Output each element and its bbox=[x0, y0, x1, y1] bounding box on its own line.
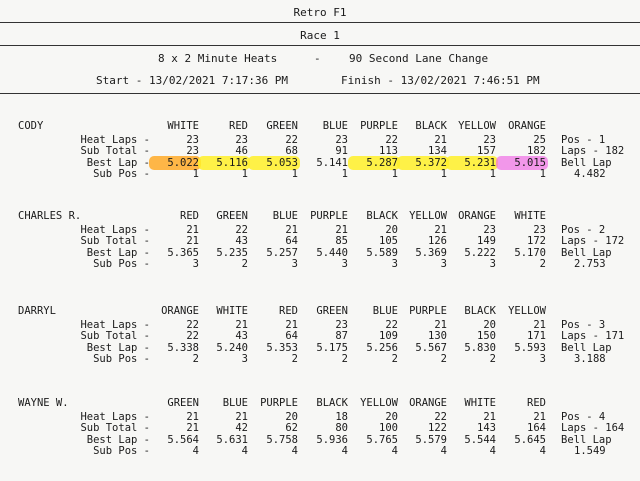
sub-pos-cell: 2 bbox=[391, 353, 398, 365]
lane-color-header: BLACK bbox=[366, 210, 398, 222]
best-lap-cell: 5.765 bbox=[366, 434, 398, 446]
row-label: Heat Laps - bbox=[80, 319, 150, 331]
heat-laps-cell: 22 bbox=[385, 134, 398, 146]
sub-pos-cell: 4 bbox=[489, 445, 496, 457]
report-title: Retro F1 bbox=[293, 6, 347, 19]
row-label: Heat Laps - bbox=[80, 224, 150, 236]
sub-pos-cell: 1 bbox=[291, 168, 298, 180]
position-label: Pos - 3 bbox=[561, 319, 606, 331]
heat-laps-cell: 21 bbox=[434, 224, 447, 236]
sub-pos-cell: 4 bbox=[291, 445, 298, 457]
lane-color-header: ORANGE bbox=[458, 210, 496, 222]
heat-laps-cell: 22 bbox=[285, 134, 298, 146]
row-label: Best Lap - bbox=[86, 342, 150, 354]
sub-total-cell: 122 bbox=[428, 422, 447, 434]
lane-color-header: GREEN bbox=[167, 397, 199, 409]
row-label: Sub Pos - bbox=[93, 353, 150, 365]
best-lap-cell: 5.116 bbox=[216, 157, 248, 169]
heat-laps-cell: 20 bbox=[285, 411, 298, 423]
sub-pos-cell: 2 bbox=[241, 258, 248, 270]
sub-total-cell: 130 bbox=[428, 330, 447, 342]
header-divider bbox=[0, 22, 640, 23]
best-lap-cell: 5.830 bbox=[464, 342, 496, 354]
position-label: Pos - 2 bbox=[561, 224, 606, 236]
best-lap-cell: 5.645 bbox=[514, 434, 546, 446]
sub-pos-cell: 4 bbox=[440, 445, 447, 457]
best-lap-cell: 5.240 bbox=[216, 342, 248, 354]
driver-name: WAYNE W. bbox=[18, 397, 69, 409]
laps-total: Laps - 164 bbox=[561, 422, 625, 434]
sub-total-cell: 68 bbox=[285, 145, 298, 157]
sub-pos-cell: 4 bbox=[539, 445, 546, 457]
sub-pos-cell: 2 bbox=[489, 353, 496, 365]
sub-pos-cell: 1 bbox=[391, 168, 398, 180]
laps-total: Laps - 171 bbox=[561, 330, 625, 342]
best-lap-cell: 5.593 bbox=[514, 342, 546, 354]
best-lap-cell: 5.353 bbox=[266, 342, 298, 354]
sub-total-cell: 150 bbox=[477, 330, 496, 342]
sub-pos-cell: 3 bbox=[391, 258, 398, 270]
sub-total-cell: 171 bbox=[527, 330, 546, 342]
lane-color-header: BLACK bbox=[464, 305, 496, 317]
best-lap-cell: 5.175 bbox=[316, 342, 348, 354]
best-lap-cell: 5.631 bbox=[216, 434, 248, 446]
row-label: Best Lap - bbox=[86, 434, 150, 446]
bell-lap-label: Bell Lap bbox=[561, 247, 612, 259]
lane-color-header: YELLOW bbox=[458, 120, 496, 132]
lane-color-header: RED bbox=[180, 210, 199, 222]
sub-pos-cell: 3 bbox=[489, 258, 496, 270]
sub-total-cell: 46 bbox=[235, 145, 248, 157]
lane-color-header: GREEN bbox=[216, 210, 248, 222]
heat-laps-cell: 23 bbox=[483, 224, 496, 236]
lane-color-header: RED bbox=[527, 397, 546, 409]
best-lap-cell: 5.222 bbox=[464, 247, 496, 259]
heats-dash: - bbox=[314, 52, 321, 65]
sub-total-cell: 87 bbox=[335, 330, 348, 342]
lane-color-header: WHITE bbox=[514, 210, 546, 222]
lane-color-header: ORANGE bbox=[409, 397, 447, 409]
sub-total-cell: 157 bbox=[477, 145, 496, 157]
lane-color-header: GREEN bbox=[266, 120, 298, 132]
sub-total-cell: 105 bbox=[379, 235, 398, 247]
sub-pos-cell: 3 bbox=[291, 258, 298, 270]
lane-color-header: PURPLE bbox=[260, 397, 298, 409]
sub-total-cell: 64 bbox=[285, 235, 298, 247]
sub-total-cell: 143 bbox=[477, 422, 496, 434]
sub-total-cell: 134 bbox=[428, 145, 447, 157]
heat-laps-cell: 21 bbox=[285, 224, 298, 236]
sub-pos-cell: 1 bbox=[440, 168, 447, 180]
header-divider bbox=[0, 93, 640, 94]
sub-pos-cell: 3 bbox=[192, 258, 199, 270]
lane-change-info: 90 Second Lane Change bbox=[349, 52, 489, 65]
laps-total: Laps - 172 bbox=[561, 235, 625, 247]
best-lap-cell: 5.372 bbox=[415, 157, 447, 169]
sub-total-cell: 172 bbox=[527, 235, 546, 247]
sub-pos-cell: 1 bbox=[539, 168, 546, 180]
row-label: Sub Pos - bbox=[93, 258, 150, 270]
row-label: Sub Total - bbox=[80, 145, 150, 157]
lane-color-header: GREEN bbox=[316, 305, 348, 317]
heat-laps-cell: 20 bbox=[385, 411, 398, 423]
driver-name: CHARLES R. bbox=[18, 210, 82, 222]
race-name: Race 1 bbox=[300, 29, 340, 42]
heat-laps-cell: 22 bbox=[235, 224, 248, 236]
sub-pos-cell: 2 bbox=[291, 353, 298, 365]
lane-color-header: BLUE bbox=[222, 397, 248, 409]
sub-pos-cell: 4 bbox=[192, 445, 199, 457]
best-lap-cell: 5.369 bbox=[415, 247, 447, 259]
best-lap-cell: 5.936 bbox=[316, 434, 348, 446]
lane-color-header: RED bbox=[229, 120, 248, 132]
heat-laps-cell: 23 bbox=[533, 224, 546, 236]
sub-pos-cell: 2 bbox=[440, 353, 447, 365]
heat-laps-cell: 21 bbox=[235, 319, 248, 331]
best-lap-cell: 5.015 bbox=[514, 157, 546, 169]
best-lap-cell: 5.365 bbox=[167, 247, 199, 259]
row-label: Best Lap - bbox=[86, 247, 150, 259]
lane-color-header: ORANGE bbox=[161, 305, 199, 317]
lane-color-header: BLACK bbox=[316, 397, 348, 409]
sub-total-cell: 43 bbox=[235, 235, 248, 247]
lane-color-header: ORANGE bbox=[508, 120, 546, 132]
heat-laps-cell: 21 bbox=[186, 224, 199, 236]
sub-total-cell: 21 bbox=[186, 422, 199, 434]
sub-pos-cell: 4 bbox=[391, 445, 398, 457]
finish-time: Finish - 13/02/2021 7:46:51 PM bbox=[341, 74, 540, 87]
best-lap-cell: 5.022 bbox=[167, 157, 199, 169]
sub-total-cell: 149 bbox=[477, 235, 496, 247]
lane-color-header: BLUE bbox=[322, 120, 348, 132]
heat-laps-cell: 23 bbox=[335, 134, 348, 146]
bell-lap-label: Bell Lap bbox=[561, 434, 612, 446]
sub-pos-cell: 2 bbox=[539, 258, 546, 270]
best-lap-cell: 5.141 bbox=[316, 157, 348, 169]
sub-pos-cell: 3 bbox=[539, 353, 546, 365]
best-lap-cell: 5.567 bbox=[415, 342, 447, 354]
lane-color-header: BLACK bbox=[415, 120, 447, 132]
heat-laps-cell: 23 bbox=[483, 134, 496, 146]
best-lap-cell: 5.579 bbox=[415, 434, 447, 446]
best-lap-cell: 5.564 bbox=[167, 434, 199, 446]
heat-laps-cell: 21 bbox=[483, 411, 496, 423]
lane-color-header: PURPLE bbox=[409, 305, 447, 317]
row-label: Heat Laps - bbox=[80, 134, 150, 146]
sub-total-cell: 109 bbox=[379, 330, 398, 342]
heat-laps-cell: 23 bbox=[235, 134, 248, 146]
lane-color-header: BLUE bbox=[372, 305, 398, 317]
sub-pos-cell: 1 bbox=[241, 168, 248, 180]
sub-pos-cell: 3 bbox=[241, 353, 248, 365]
heat-laps-cell: 23 bbox=[335, 319, 348, 331]
bell-lap-value: 4.482 bbox=[574, 168, 606, 180]
heat-laps-cell: 20 bbox=[385, 224, 398, 236]
heat-laps-cell: 21 bbox=[533, 411, 546, 423]
driver-name: DARRYL bbox=[18, 305, 56, 317]
sub-total-cell: 43 bbox=[235, 330, 248, 342]
position-label: Pos - 1 bbox=[561, 134, 606, 146]
lane-color-header: YELLOW bbox=[360, 397, 398, 409]
bell-lap-value: 3.188 bbox=[574, 353, 606, 365]
heat-laps-cell: 20 bbox=[483, 319, 496, 331]
heat-laps-cell: 22 bbox=[385, 319, 398, 331]
bell-lap-label: Bell Lap bbox=[561, 157, 612, 169]
lane-color-header: YELLOW bbox=[508, 305, 546, 317]
sub-total-cell: 164 bbox=[527, 422, 546, 434]
row-label: Sub Total - bbox=[80, 235, 150, 247]
sub-total-cell: 126 bbox=[428, 235, 447, 247]
sub-total-cell: 64 bbox=[285, 330, 298, 342]
bell-lap-label: Bell Lap bbox=[561, 342, 612, 354]
sub-total-cell: 85 bbox=[335, 235, 348, 247]
heat-laps-cell: 21 bbox=[285, 319, 298, 331]
heat-laps-cell: 21 bbox=[235, 411, 248, 423]
header-divider bbox=[0, 45, 640, 46]
best-lap-cell: 5.758 bbox=[266, 434, 298, 446]
heat-laps-cell: 22 bbox=[186, 319, 199, 331]
best-lap-cell: 5.338 bbox=[167, 342, 199, 354]
heat-laps-cell: 25 bbox=[533, 134, 546, 146]
sub-pos-cell: 1 bbox=[489, 168, 496, 180]
heat-laps-cell: 23 bbox=[186, 134, 199, 146]
heat-laps-cell: 18 bbox=[335, 411, 348, 423]
sub-pos-cell: 1 bbox=[192, 168, 199, 180]
heat-laps-cell: 21 bbox=[335, 224, 348, 236]
sub-total-cell: 100 bbox=[379, 422, 398, 434]
heats-info: 8 x 2 Minute Heats bbox=[158, 52, 278, 65]
best-lap-cell: 5.256 bbox=[366, 342, 398, 354]
row-label: Sub Pos - bbox=[93, 168, 150, 180]
sub-pos-cell: 2 bbox=[341, 353, 348, 365]
sub-pos-cell: 4 bbox=[341, 445, 348, 457]
sub-pos-cell: 3 bbox=[440, 258, 447, 270]
best-lap-cell: 5.235 bbox=[216, 247, 248, 259]
best-lap-cell: 5.440 bbox=[316, 247, 348, 259]
sub-total-cell: 21 bbox=[186, 235, 199, 247]
lane-color-header: PURPLE bbox=[310, 210, 348, 222]
heat-laps-cell: 21 bbox=[434, 319, 447, 331]
best-lap-cell: 5.231 bbox=[464, 157, 496, 169]
lane-color-header: WHITE bbox=[167, 120, 199, 132]
row-label: Best Lap - bbox=[86, 157, 150, 169]
row-label: Sub Total - bbox=[80, 422, 150, 434]
heat-laps-cell: 21 bbox=[434, 134, 447, 146]
best-lap-cell: 5.053 bbox=[266, 157, 298, 169]
heat-laps-cell: 22 bbox=[434, 411, 447, 423]
sub-total-cell: 91 bbox=[335, 145, 348, 157]
best-lap-cell: 5.287 bbox=[366, 157, 398, 169]
lane-color-header: BLUE bbox=[272, 210, 298, 222]
bell-lap-value: 1.549 bbox=[574, 445, 606, 457]
best-lap-cell: 5.544 bbox=[464, 434, 496, 446]
sub-pos-cell: 3 bbox=[341, 258, 348, 270]
sub-total-cell: 182 bbox=[527, 145, 546, 157]
lane-color-header: YELLOW bbox=[409, 210, 447, 222]
row-label: Heat Laps - bbox=[80, 411, 150, 423]
laps-total: Laps - 182 bbox=[561, 145, 625, 157]
lane-color-header: RED bbox=[279, 305, 298, 317]
best-lap-cell: 5.170 bbox=[514, 247, 546, 259]
heat-laps-cell: 21 bbox=[533, 319, 546, 331]
best-lap-cell: 5.589 bbox=[366, 247, 398, 259]
sub-total-cell: 23 bbox=[186, 145, 199, 157]
heat-laps-cell: 21 bbox=[186, 411, 199, 423]
sub-total-cell: 42 bbox=[235, 422, 248, 434]
sub-total-cell: 62 bbox=[285, 422, 298, 434]
sub-total-cell: 80 bbox=[335, 422, 348, 434]
sub-total-cell: 113 bbox=[379, 145, 398, 157]
row-label: Sub Pos - bbox=[93, 445, 150, 457]
sub-total-cell: 22 bbox=[186, 330, 199, 342]
driver-name: CODY bbox=[18, 120, 44, 132]
sub-pos-cell: 2 bbox=[192, 353, 199, 365]
sub-pos-cell: 4 bbox=[241, 445, 248, 457]
lane-color-header: PURPLE bbox=[360, 120, 398, 132]
start-time: Start - 13/02/2021 7:17:36 PM bbox=[96, 74, 289, 87]
row-label: Sub Total - bbox=[80, 330, 150, 342]
position-label: Pos - 4 bbox=[561, 411, 606, 423]
lane-color-header: WHITE bbox=[464, 397, 496, 409]
best-lap-cell: 5.257 bbox=[266, 247, 298, 259]
bell-lap-value: 2.753 bbox=[574, 258, 606, 270]
sub-pos-cell: 1 bbox=[341, 168, 348, 180]
lane-color-header: WHITE bbox=[216, 305, 248, 317]
